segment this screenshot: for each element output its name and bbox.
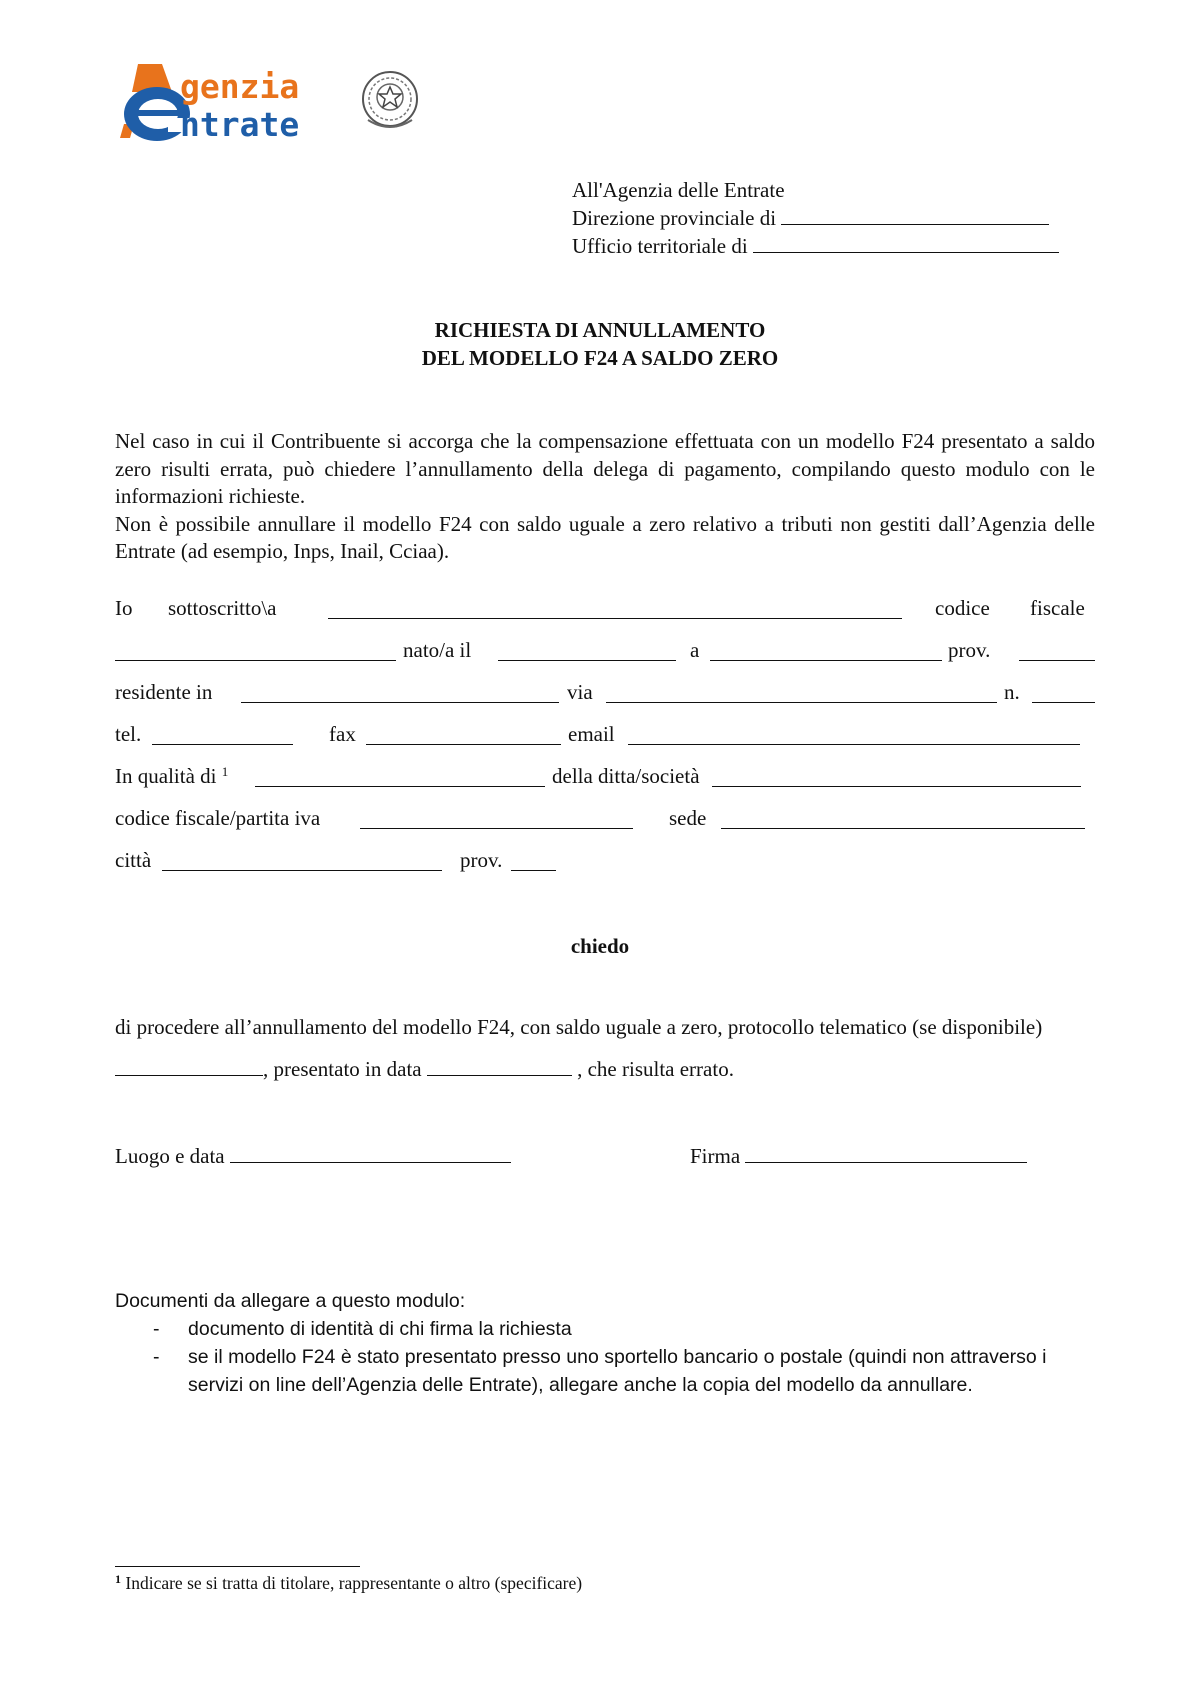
signature-field[interactable] — [745, 1142, 1027, 1163]
addressee-line-3: Ufficio territoriale di — [572, 234, 748, 258]
form-line-residence — [115, 678, 1095, 708]
label-cf-piva: codice fiscale/partita iva — [115, 806, 321, 830]
addressee-line-1: All'Agenzia delle Entrate — [572, 178, 785, 202]
addressee-line-2: Direzione provinciale di — [572, 206, 777, 230]
company-city-field[interactable] — [162, 869, 442, 871]
form-line-name — [115, 594, 1095, 624]
company-seat-field[interactable] — [721, 827, 1085, 829]
label-prov: prov. — [948, 638, 991, 662]
telephone-field[interactable] — [152, 743, 293, 745]
logo-text-genzia: genzia — [180, 67, 300, 106]
request-text-2: , presentato in data — [263, 1057, 422, 1081]
request-text-1: di procedere all’annullamento del modello F24, con saldo uguale a zero, protocollo telematico (se disponibile) — [115, 1015, 1043, 1039]
label-io: Io — [115, 596, 133, 620]
logo-text-ntrate: ntrate — [180, 105, 300, 144]
list-item-text: se il modello F24 è stato presentato presso uno sportello bancario o postale (quindi non attraverso i servizi on line dell’Agenzia delle Entrate), allegare anche la copia del modello da annullare. — [188, 1346, 1047, 1396]
chiedo-heading: chiedo — [570, 934, 630, 958]
company-tax-code-field[interactable] — [360, 827, 633, 829]
intro-text — [115, 428, 1095, 566]
addressee-block — [572, 176, 1059, 260]
form-line-company-tax — [115, 804, 1095, 834]
label-residente: residente in — [115, 680, 213, 704]
direzione-provinciale-field[interactable] — [781, 205, 1049, 225]
label-fax: fax — [329, 722, 356, 746]
label-n: n. — [1004, 680, 1020, 704]
label-qualita-text: In qualità di — [115, 764, 217, 788]
footnote-number: 1 — [115, 1572, 121, 1586]
list-item — [115, 1315, 1075, 1343]
street-number-field[interactable] — [1032, 701, 1095, 703]
label-a: a — [690, 638, 700, 662]
list-item — [115, 1343, 1075, 1399]
form-line-role — [115, 762, 1095, 792]
role-field[interactable] — [255, 785, 545, 787]
place-date-field[interactable] — [230, 1142, 511, 1163]
protocol-field[interactable] — [115, 1055, 263, 1076]
birth-date-field[interactable] — [498, 659, 676, 661]
footnote-divider — [115, 1566, 360, 1567]
birth-place-field[interactable] — [710, 659, 942, 661]
footnote-text: Indicare se si tratta di titolare, rappresentante o altro (specificare) — [125, 1573, 583, 1593]
label-nato: nato/a il — [403, 638, 472, 662]
label-fiscale: fiscale — [1030, 596, 1085, 620]
birth-province-field[interactable] — [1019, 659, 1095, 661]
list-bullet: - — [153, 1346, 160, 1368]
label-sottoscritto: sottoscritto\a — [168, 596, 277, 620]
request-text-3: , che risulta errato. — [577, 1057, 734, 1081]
agenzia-entrate-logo-graphic — [120, 62, 420, 154]
intro-paragraph-2: Non è possibile annullare il modello F24 con saldo uguale a zero relativo a tributi non gestiti dall’Agenzia delle Entrate (ad esempio, Inps, Inail, Cciaa). — [115, 511, 1095, 563]
form-line-city — [115, 846, 1095, 876]
ufficio-territoriale-field[interactable] — [753, 233, 1059, 253]
label-tel: tel. — [115, 722, 142, 746]
document-title — [0, 316, 1200, 372]
label-ditta: della ditta/società — [552, 764, 700, 788]
label-firma: Firma — [690, 1144, 741, 1168]
label-qualita — [115, 764, 228, 789]
email-field[interactable] — [628, 743, 1080, 745]
list-item-text: documento di identità di chi firma la richiesta — [188, 1318, 572, 1340]
company-province-field[interactable] — [511, 869, 556, 871]
street-field[interactable] — [606, 701, 997, 703]
label-email: email — [568, 722, 615, 746]
company-field[interactable] — [712, 785, 1081, 787]
fax-field[interactable] — [366, 743, 561, 745]
label-codice: codice — [935, 596, 990, 620]
title-line-1: RICHIESTA DI ANNULLAMENTO — [434, 318, 766, 342]
place-date-block — [115, 1142, 511, 1169]
residence-city-field[interactable] — [241, 701, 559, 703]
documents-heading: Documenti da allegare a questo modulo: — [115, 1290, 466, 1312]
footnote — [115, 1572, 582, 1594]
italian-republic-emblem-icon — [363, 72, 417, 127]
signature-block — [690, 1142, 1027, 1169]
label-via: via — [567, 680, 593, 704]
title-line-2: DEL MODELLO F24 A SALDO ZERO — [421, 346, 779, 370]
label-luogo-data: Luogo e data — [115, 1144, 225, 1168]
logo-e-bar — [134, 110, 182, 116]
agenzia-entrate-logo — [120, 62, 420, 154]
footnote-reference: 1 — [221, 764, 229, 779]
full-name-field[interactable] — [328, 617, 902, 619]
label-sede: sede — [669, 806, 707, 830]
form-line-birth — [115, 636, 1095, 666]
label-prov-2: prov. — [460, 848, 503, 872]
label-citta: città — [115, 848, 152, 872]
submission-date-field[interactable] — [427, 1055, 572, 1076]
documents-section — [115, 1287, 1075, 1399]
documents-list — [115, 1315, 1075, 1399]
request-paragraph — [115, 1006, 1095, 1090]
codice-fiscale-field[interactable] — [115, 659, 396, 661]
list-bullet: - — [153, 1318, 160, 1340]
intro-paragraph-1: Nel caso in cui il Contribuente si accorga che la compensazione effettuata con un modello F24 presentato a saldo zero risulti errata, può chiedere l’annullamento della delega di pagamento, compilando questo modulo con le informazioni richieste. — [115, 429, 1095, 508]
form-line-contacts — [115, 720, 1095, 750]
